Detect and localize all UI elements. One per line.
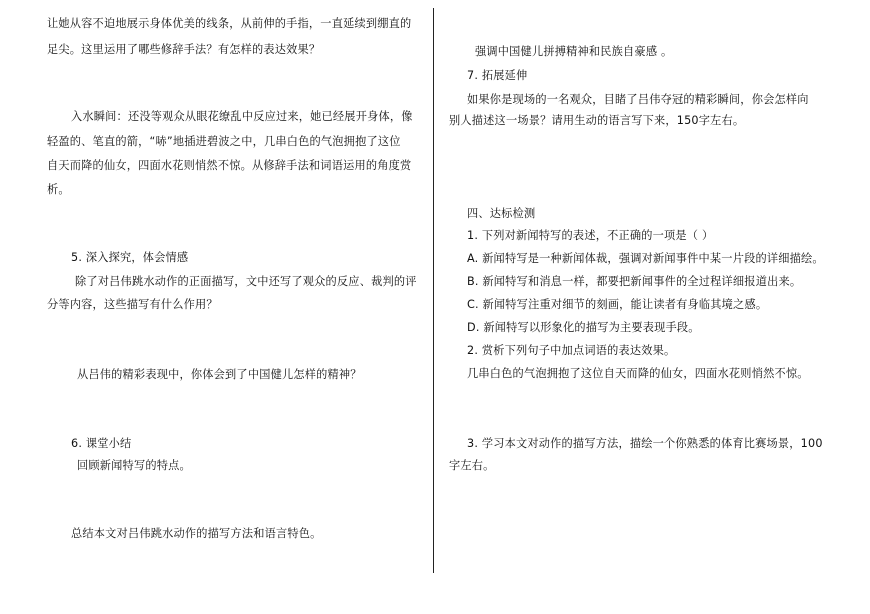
question-2-sentence: 几串白色的气泡拥抱了这位自天而降的仙女，四面水花则悄然不惊。: [467, 367, 809, 380]
continued-answer-line: 强调中国健儿拼搏精神和民族自豪感 。: [475, 45, 673, 58]
section-5-question-1-line-2: 分等内容，这些描写有什么作用？: [47, 298, 218, 311]
q5-text-line-2: 轻盈的、笔直的箭，“哧”地插进碧波之中，几串白色的气泡拥抱了这位: [47, 135, 401, 148]
question-1-option-c: C. 新闻特写注重对细节的刻画，能让读者有身临其境之感。: [467, 298, 768, 311]
section-6-line-2: 总结本文对吕伟跳水动作的描写方法和语言特色。: [71, 527, 322, 540]
question-3-line-2: 字左右。: [449, 459, 495, 472]
section-6-heading: 6. 课堂小结: [71, 437, 132, 450]
question-1-option-b: B. 新闻特写和消息一样，都要把新闻事件的全过程详细报道出来。: [467, 275, 802, 288]
section-5-heading: 5. 深入探究，体会情感: [71, 251, 189, 264]
section-4-heading: 四、达标检测: [467, 207, 536, 220]
question-1-option-d: D. 新闻特写以形象化的描写为主要表现手段。: [467, 321, 700, 334]
section-7-line-2: 别人描述这一场景？请用生动的语言写下来，150字左右。: [449, 114, 745, 127]
q5-text-line-4: 析。: [47, 183, 70, 196]
section-7-line-1: 如果你是现场的一名观众，目睹了吕伟夺冠的精彩瞬间，你会怎样向: [467, 93, 809, 106]
section-7-heading: 7. 拓展延伸: [467, 69, 528, 82]
q4-text-line-1: 让她从容不迫地展示身体优美的线条，从前伸的手指，一直延续到绷直的: [47, 17, 412, 30]
section-6-line-1: 回顾新闻特写的特点。: [77, 459, 191, 472]
column-divider: [433, 8, 434, 573]
q5-text-line-1: 入水瞬间：还没等观众从眼花缭乱中反应过来，她已经展开身体，像: [71, 110, 413, 123]
q5-text-line-3: 自天而降的仙女，四面水花则悄然不惊。从修辞手法和词语运用的角度赏: [47, 159, 412, 172]
question-3-line-1: 3. 学习本文对动作的描写方法，描绘一个你熟悉的体育比赛场景，100: [467, 437, 823, 450]
section-5-question-2: 从吕伟的精彩表现中，你体会到了中国健儿怎样的精神？: [77, 368, 362, 381]
question-1-option-a: A. 新闻特写是一种新闻体裁，强调对新闻事件中某一片段的详细描绘。: [467, 252, 824, 265]
q4-text-line-2: 足尖。这里运用了哪些修辞手法？有怎样的表达效果？: [47, 43, 321, 56]
question-1-stem: 1. 下列对新闻特写的表述，不正确的一项是（ ）: [467, 229, 714, 242]
section-5-question-1-line-1: 除了对吕伟跳水动作的正面描写，文中还写了观众的反应、裁判的评: [75, 275, 417, 288]
question-2-stem: 2. 赏析下列句子中加点词语的表达效果。: [467, 344, 676, 357]
